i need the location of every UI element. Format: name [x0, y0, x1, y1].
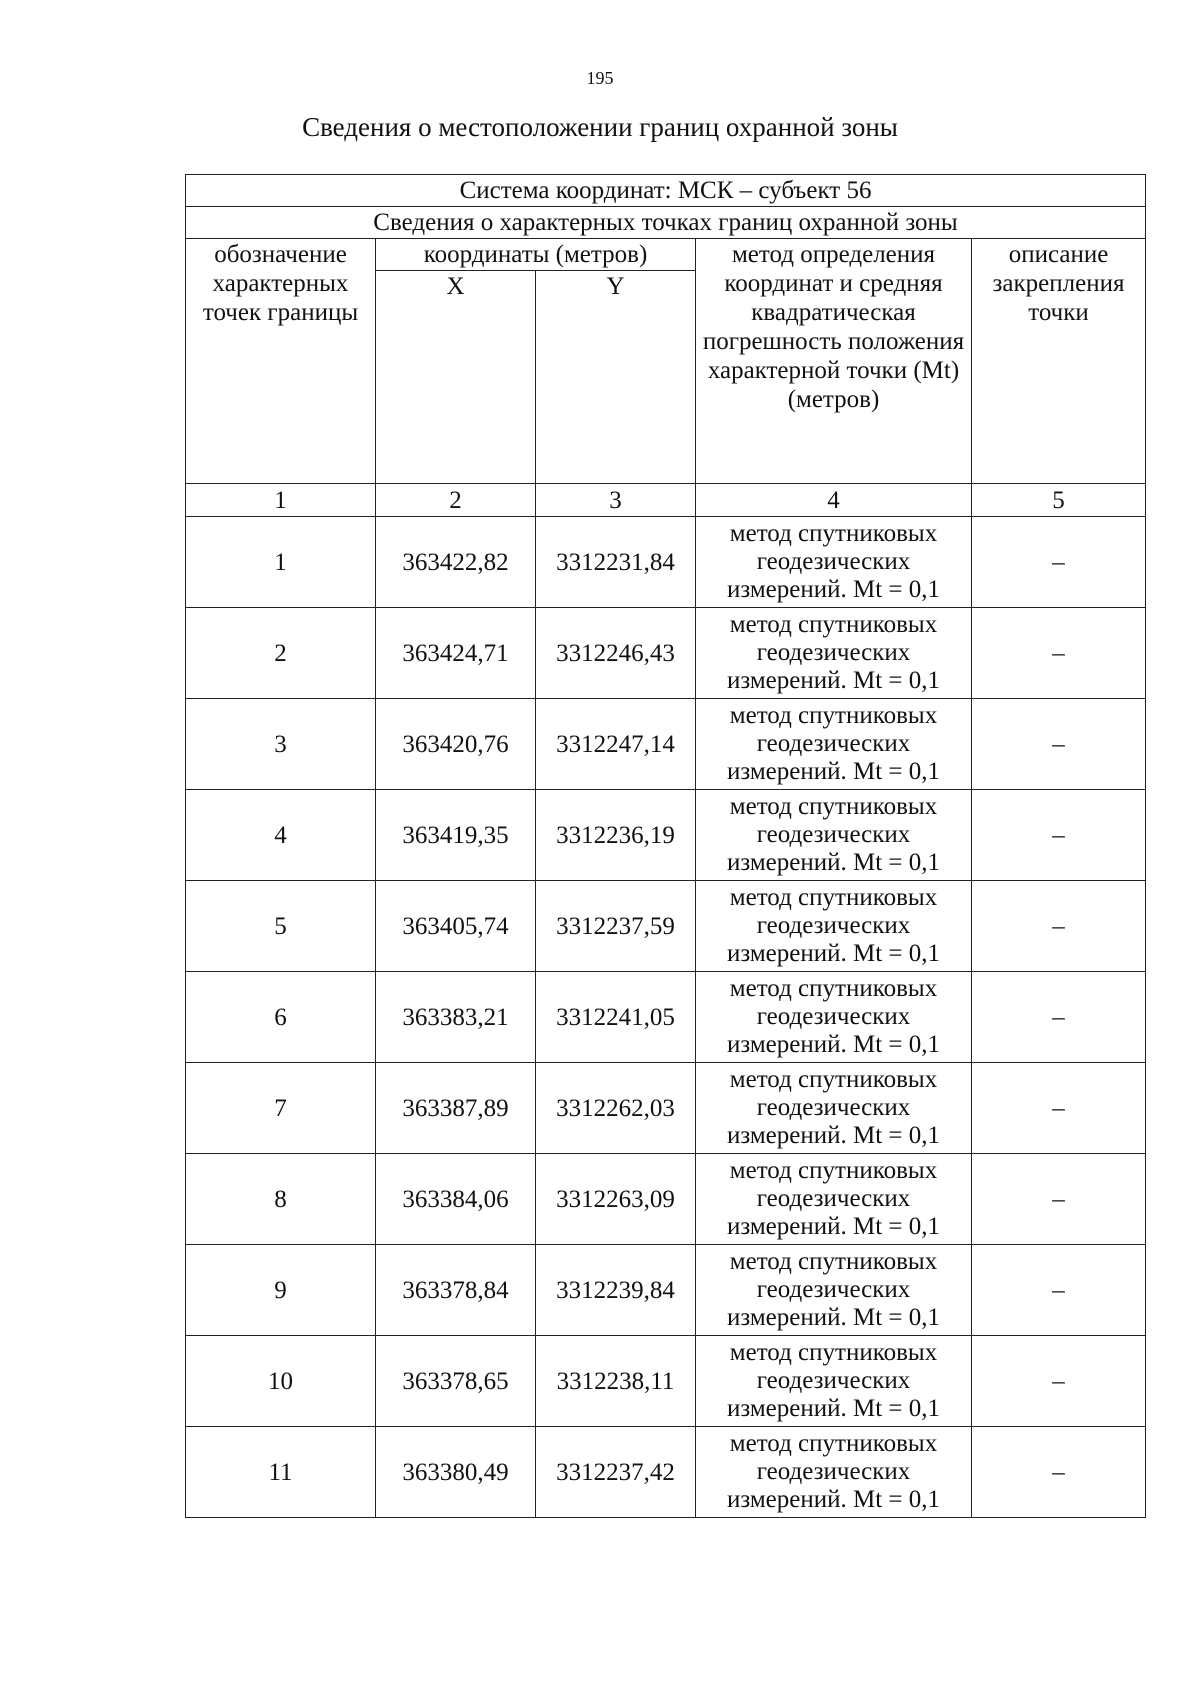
y-coordinate-cell: 3312262,03: [536, 1063, 696, 1154]
point-cell: 6: [186, 972, 376, 1063]
coord-system-cell: Система координат: МСК – субъект 56: [186, 175, 1146, 207]
table-row: [186, 699, 1146, 790]
point-cell: 1: [186, 517, 376, 608]
y-coordinate-cell: 3312247,14: [536, 699, 696, 790]
x-coordinate-cell: 363405,74: [376, 881, 536, 972]
y-coordinate-cell: 3312241,05: [536, 972, 696, 1063]
table-row: [186, 608, 1146, 699]
point-cell: 7: [186, 1063, 376, 1154]
method-cell: метод спутниковых геодезических измерений. Mt = 0,1: [696, 608, 972, 699]
table-row: [186, 881, 1146, 972]
description-cell: –: [972, 1427, 1146, 1518]
method-cell: метод спутниковых геодезических измерений. Mt = 0,1: [696, 517, 972, 608]
x-coordinate-cell: 363419,35: [376, 790, 536, 881]
description-cell: –: [972, 699, 1146, 790]
y-coordinate-cell: 3312237,59: [536, 881, 696, 972]
point-cell: 2: [186, 608, 376, 699]
document-title: Сведения о местоположении границ охранной зоны: [302, 112, 898, 142]
description-cell: –: [972, 790, 1146, 881]
header-description: описание закрепления точки: [972, 239, 1146, 484]
column-number: 4: [696, 484, 972, 517]
x-coordinate-cell: 363380,49: [376, 1427, 536, 1518]
column-number: 5: [972, 484, 1146, 517]
point-cell: 5: [186, 881, 376, 972]
header-y: Y: [536, 271, 696, 484]
coordinates-table: [185, 174, 1146, 1518]
point-cell: 4: [186, 790, 376, 881]
method-cell: метод спутниковых геодезических измерений. Mt = 0,1: [696, 1245, 972, 1336]
description-cell: –: [972, 972, 1146, 1063]
y-coordinate-cell: 3312246,43: [536, 608, 696, 699]
method-cell: метод спутниковых геодезических измерений. Mt = 0,1: [696, 1427, 972, 1518]
column-number: 3: [536, 484, 696, 517]
table-row: [186, 790, 1146, 881]
table-row: [186, 1154, 1146, 1245]
point-cell: 3: [186, 699, 376, 790]
header-method: метод определения координат и средняя квадратическая погрешность положения характерной точки (Mt) (метров): [696, 239, 972, 484]
table-row: [186, 972, 1146, 1063]
header-row: [186, 239, 1146, 271]
y-coordinate-cell: 3312239,84: [536, 1245, 696, 1336]
column-number: 1: [186, 484, 376, 517]
method-cell: метод спутниковых геодезических измерений. Mt = 0,1: [696, 790, 972, 881]
section-title-cell: Сведения о характерных точках границ охранной зоны: [186, 207, 1146, 239]
x-coordinate-cell: 363384,06: [376, 1154, 536, 1245]
point-cell: 9: [186, 1245, 376, 1336]
column-number-row: [186, 484, 1146, 517]
description-cell: –: [972, 1154, 1146, 1245]
x-coordinate-cell: 363383,21: [376, 972, 536, 1063]
y-coordinate-cell: 3312238,11: [536, 1336, 696, 1427]
x-coordinate-cell: 363387,89: [376, 1063, 536, 1154]
table-row: [186, 517, 1146, 608]
point-cell: 8: [186, 1154, 376, 1245]
y-coordinate-cell: 3312231,84: [536, 517, 696, 608]
x-coordinate-cell: 363424,71: [376, 608, 536, 699]
coord-system-row: [186, 175, 1146, 207]
method-cell: метод спутниковых геодезических измерений. Mt = 0,1: [696, 881, 972, 972]
table-row: [186, 1427, 1146, 1518]
header-coordinates: координаты (метров): [376, 239, 696, 271]
table-row: [186, 1063, 1146, 1154]
x-coordinate-cell: 363378,84: [376, 1245, 536, 1336]
y-coordinate-cell: 3312236,19: [536, 790, 696, 881]
y-coordinate-cell: 3312263,09: [536, 1154, 696, 1245]
point-cell: 10: [186, 1336, 376, 1427]
description-cell: –: [972, 517, 1146, 608]
y-coordinate-cell: 3312237,42: [536, 1427, 696, 1518]
point-cell: 11: [186, 1427, 376, 1518]
page-number: 195: [586, 68, 614, 88]
method-cell: метод спутниковых геодезических измерений. Mt = 0,1: [696, 1336, 972, 1427]
section-title-row: [186, 207, 1146, 239]
header-x: X: [376, 271, 536, 484]
method-cell: метод спутниковых геодезических измерений. Mt = 0,1: [696, 699, 972, 790]
x-coordinate-cell: 363378,65: [376, 1336, 536, 1427]
x-coordinate-cell: 363420,76: [376, 699, 536, 790]
table-row: [186, 1336, 1146, 1427]
description-cell: –: [972, 1245, 1146, 1336]
table-row: [186, 1245, 1146, 1336]
method-cell: метод спутниковых геодезических измерений. Mt = 0,1: [696, 1154, 972, 1245]
header-designation: обозначение характерных точек границы: [186, 239, 376, 484]
method-cell: метод спутниковых геодезических измерений. Mt = 0,1: [696, 972, 972, 1063]
x-coordinate-cell: 363422,82: [376, 517, 536, 608]
description-cell: –: [972, 881, 1146, 972]
method-cell: метод спутниковых геодезических измерений. Mt = 0,1: [696, 1063, 972, 1154]
description-cell: –: [972, 1063, 1146, 1154]
column-number: 2: [376, 484, 536, 517]
description-cell: –: [972, 608, 1146, 699]
description-cell: –: [972, 1336, 1146, 1427]
